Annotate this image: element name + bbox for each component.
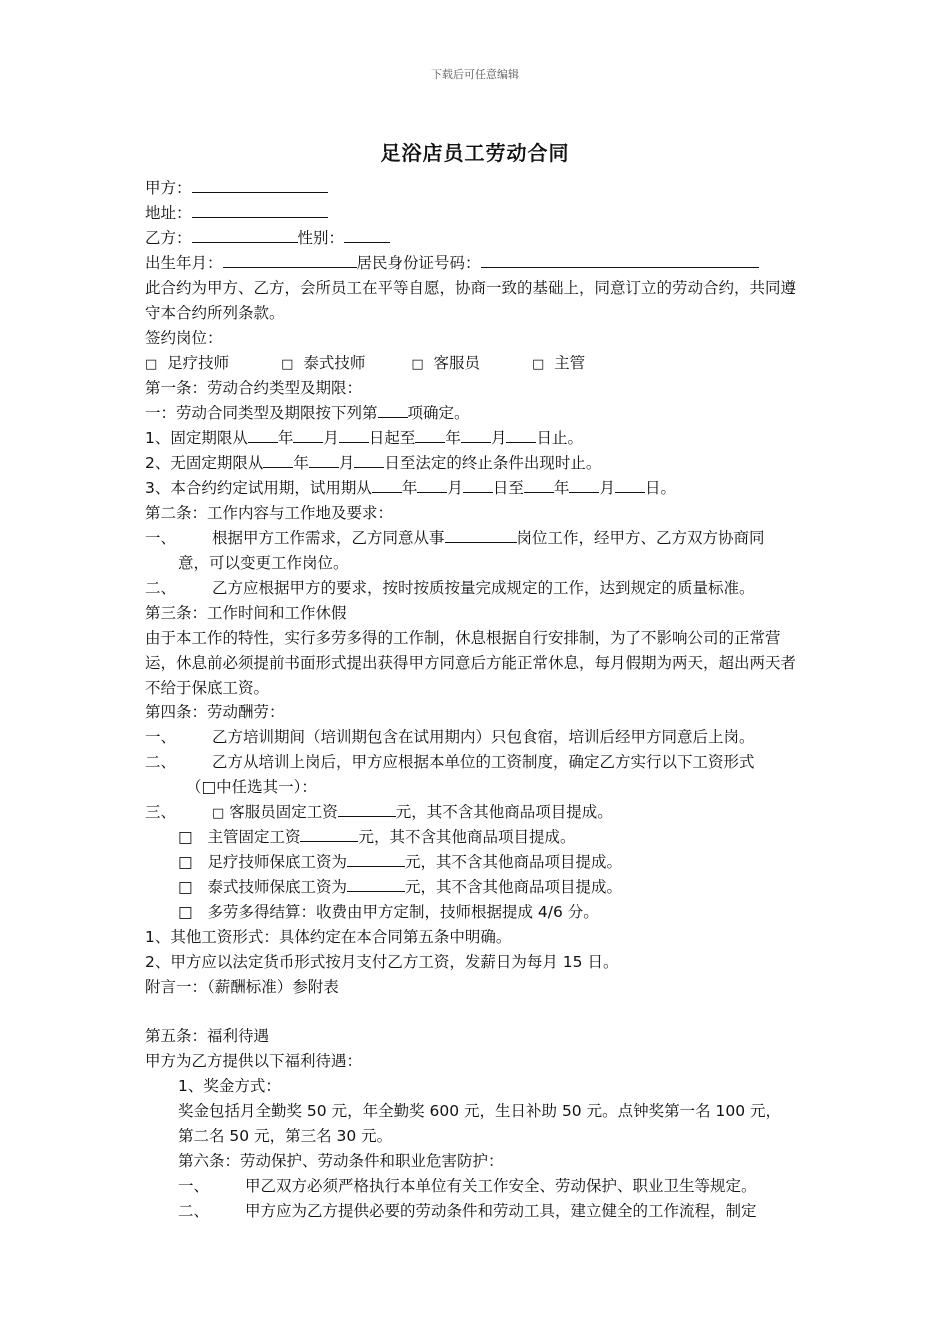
article2-item2-number: 二、 (145, 579, 177, 597)
text: 年 (553, 479, 570, 497)
article2-item1 (212, 526, 765, 551)
article4-item1-number: 一、 (145, 728, 177, 746)
text: 元，其不含其他商品项目提成。 (404, 853, 622, 871)
position-option: 足疗技师 (167, 354, 230, 372)
wage-option-thai-therapist (178, 875, 622, 900)
document-title: 足浴店员工劳动合同 (380, 141, 570, 165)
article4-other1: 1、其他工资形式：具体约定在本合同第五条中明确。 (145, 928, 512, 946)
article6-heading: 第六条：劳动保护、劳动条件和职业危害防护： (178, 1152, 504, 1170)
position-option: 主管 (554, 354, 586, 372)
checkbox-icon[interactable]: □ (145, 357, 158, 372)
checkbox-icon[interactable]: □ (212, 806, 225, 821)
article5-heading: 第五条：福利待遇 (145, 1027, 270, 1045)
text: 年 (445, 429, 461, 447)
text: 3、本合约约定试用期，试用期从 (145, 479, 372, 497)
checkbox-icon[interactable]: □ (178, 878, 193, 896)
checkbox-icon[interactable]: □ (281, 357, 294, 372)
blank[interactable] (415, 427, 445, 443)
blank[interactable] (461, 427, 491, 443)
text: 年 (277, 429, 294, 447)
article6-item1-number: 一、 (178, 1177, 210, 1195)
checkbox-icon[interactable]: □ (178, 903, 193, 921)
text: 足疗技师保底工资为 (207, 853, 347, 871)
article2-heading: 第二条：工作内容与工作地及要求： (145, 504, 394, 522)
wage-option-foot-therapist (178, 850, 622, 875)
position-option: 泰式技师 (303, 354, 366, 372)
text: 月 (323, 429, 339, 447)
article1-fixed-term (145, 426, 583, 451)
watermark: 下载后可任意编辑 (431, 68, 519, 81)
party-a-row (145, 176, 328, 201)
article1-heading: 第一条：劳动合约类型及期限： (145, 379, 363, 397)
checkbox-icon[interactable]: □ (178, 828, 193, 846)
wage-option-service (212, 800, 613, 827)
blank[interactable] (347, 876, 405, 892)
article4-other2: 2、甲方应以法定货币形式按月支付乙方工资，发薪日为每月 15 日。 (145, 953, 619, 971)
wage-option-manager (178, 825, 575, 850)
positions-row (145, 351, 585, 378)
article6-item2: 甲方应为乙方提供必要的劳动条件和劳动工具，建立健全的工作流程，制定 (245, 1202, 757, 1220)
article1-probation (145, 476, 676, 501)
blank[interactable] (339, 427, 369, 443)
article2-item2: 乙方应根据甲方的要求，按时按质按量完成规定的工作，达到规定的质量标准。 (212, 579, 755, 597)
article6-item1: 甲乙双方必须严格执行本单位有关工作安全、劳动保护、职业卫生等规定。 (245, 1177, 757, 1195)
checkbox-icon[interactable]: □ (411, 357, 424, 372)
text: 多劳多得结算：收费由甲方定制，技师根据提成 4/6 分。 (207, 903, 599, 921)
address-row (145, 201, 328, 226)
article4-item1: 乙方培训期间（培训期包含在试用期内）只包食宿，培训后经甲方同意后上岗。 (212, 728, 755, 746)
article4-item2-cont: （□中任选其一）： (186, 778, 317, 796)
text: 1、固定期限从 (145, 429, 248, 447)
text: 年 (401, 479, 418, 497)
birth-label: 出生年月： (145, 254, 223, 272)
text: 月 (447, 479, 463, 497)
blank[interactable] (309, 452, 339, 468)
party-a-label: 甲方： (145, 179, 192, 197)
blank[interactable] (524, 477, 554, 493)
party-a-blank[interactable] (192, 177, 328, 193)
text: 月 (599, 479, 615, 497)
article5-body1: 奖金包括月全勤奖 50 元，年全勤奖 600 元，生日补助 50 元。点钟奖第一名 100 元， (178, 1102, 782, 1120)
article3-heading: 第三条：工作时间和工作休假 (145, 604, 347, 622)
birth-row (145, 251, 759, 276)
text: 岗位工作，经甲方、乙方双方协商同 (516, 529, 765, 547)
party-b-row (145, 226, 390, 251)
text: 元，其不含其他商品项目提成。 (395, 803, 613, 821)
article4-item2-number: 二、 (145, 753, 177, 771)
text: 2、无固定期限从 (145, 454, 264, 472)
checkbox-icon[interactable]: □ (532, 357, 545, 372)
article2-item1-cont: 意，可以变更工作岗位。 (178, 554, 349, 572)
wage-option-commission (178, 900, 599, 925)
text: 日止。 (536, 429, 583, 447)
blank[interactable] (293, 427, 323, 443)
blank[interactable] (347, 851, 405, 867)
article5-sub: 1、奖金方式： (178, 1077, 281, 1095)
blank[interactable] (378, 402, 408, 418)
party-b-label: 乙方： (145, 229, 192, 247)
blank[interactable] (463, 477, 493, 493)
blank[interactable] (417, 477, 447, 493)
blank[interactable] (372, 477, 402, 493)
text: 月 (338, 454, 355, 472)
article1-p1 (145, 401, 470, 426)
id-number-label: 居民身份证号码： (356, 254, 481, 272)
blank[interactable] (263, 452, 293, 468)
article6-item2-number: 二、 (178, 1202, 210, 1220)
article5-intro: 甲方为乙方提供以下福利待遇： (145, 1052, 363, 1070)
blank[interactable] (615, 477, 645, 493)
blank[interactable] (445, 527, 517, 543)
blank[interactable] (506, 427, 536, 443)
id-number-blank[interactable] (481, 252, 759, 268)
article2-item1-number: 一、 (145, 529, 177, 547)
blank[interactable] (338, 801, 396, 817)
text: 日至 (492, 479, 524, 497)
blank[interactable] (354, 452, 384, 468)
birth-blank[interactable] (223, 252, 357, 268)
position-option: 客服员 (433, 354, 481, 372)
article1-nonfixed-term (145, 451, 601, 476)
blank[interactable] (248, 427, 278, 443)
text: 元，其不含其他商品项目提成。 (404, 878, 622, 896)
text: 年 (293, 454, 309, 472)
blank[interactable] (569, 477, 599, 493)
text: 项确定。 (407, 404, 470, 422)
positions-label: 签约岗位： (145, 329, 223, 347)
text: 泰式技师保底工资为 (207, 878, 347, 896)
text: 日。 (644, 479, 676, 497)
text: 日起至 (368, 429, 416, 447)
checkbox-icon[interactable]: □ (178, 853, 193, 871)
article5-body2: 第二名 50 元，第三名 30 元。 (178, 1127, 393, 1145)
party-b-blank[interactable] (192, 227, 298, 243)
text: 日至法定的终止条件出现时止。 (384, 454, 602, 472)
address-label: 地址： (145, 204, 192, 222)
article4-item3-number: 三、 (145, 803, 177, 821)
article4-heading: 第四条：劳动酬劳： (145, 703, 285, 721)
text: 一：劳动合同类型及期限按下列第 (145, 404, 378, 422)
gender-label: 性别： (297, 229, 345, 247)
text: 客服员固定工资 (229, 803, 338, 821)
text: 主管固定工资 (207, 828, 301, 846)
address-blank[interactable] (192, 202, 328, 218)
text: 元，其不含其他商品项目提成。 (358, 828, 576, 846)
intro-paragraph: 此合约为甲方、乙方，会所员工在平等自愿，协商一致的基础上，同意订立的劳动合约，共同遵守本合约所列条款。 (145, 279, 797, 322)
text: 月 (490, 429, 507, 447)
text: 根据甲方工作需求，乙方同意从事 (212, 529, 445, 547)
article4-appendix: 附言一：（薪酬标准）参附表 (145, 978, 339, 996)
article3-body: 由于本工作的特性，实行多劳多得的工作制，休息根据自行安排制，为了不影响公司的正常营运，休息前必须提前书面形式提出获得甲方同意后方能正常休息，每月假期为两天，超出两天者不给于保底工资。 (145, 629, 797, 697)
blank[interactable] (300, 826, 358, 842)
article4-item2: 乙方从培训上岗后，甲方应根据本单位的工资制度，确定乙方实行以下工资形式 (212, 753, 755, 771)
gender-blank[interactable] (344, 227, 390, 243)
